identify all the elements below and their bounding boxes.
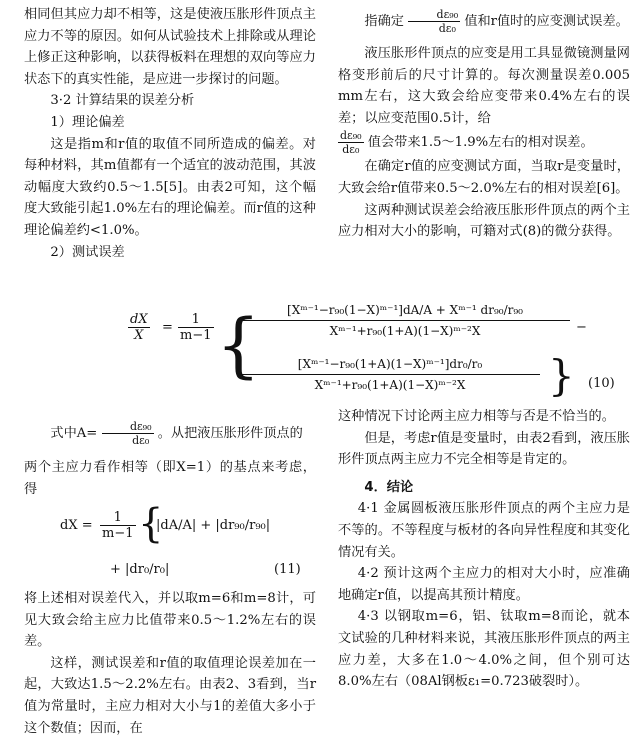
equation-number: (11) [274,562,301,577]
fraction [338,129,364,156]
right-column-top [338,4,630,243]
equation-lhs: dX = [60,518,93,533]
subsection-heading: 2）测试误差 [50,244,125,260]
equation-10 [128,298,638,410]
left-column-low [24,588,316,739]
paragraph [338,129,630,156]
section-heading: 4．结论 [364,479,414,495]
minus-sign: − [576,320,587,335]
fraction-numerator: 1 [178,312,214,328]
paragraph [24,420,316,447]
equals-sign: = [162,320,173,335]
paragraph: 这两种测试误差会给液压胀形件顶点的两个主应力相对大小的影响，可籍对式(8)的微分获得。 [338,202,630,240]
fraction-denominator: dε₀ [438,22,456,35]
equation-number: (10) [588,376,615,391]
text-run: 值和r值时的应变测试误差。 [464,14,629,29]
term-1: |dA/A| + |dr₉₀/r₉₀| [156,518,271,533]
term-2: + |dr₀/r₀| [110,562,170,577]
right-column-conclusions [338,406,630,693]
conclusion-item: 4·2 预计这两个主应力的相对大小时，应准确地确定r值，以提高其预计精度。 [338,566,630,603]
paragraph: 液压胀形件顶点的应变是用工具显微镜测量网格变形前后的尺寸计算的。每次测量误差0.005 mm左右，这大致会给应变带来0.4%左右的误差；以应变范围0.5计，给 [338,46,630,126]
equation-11 [60,501,310,584]
fraction [408,8,460,35]
fraction-numerator: dX [130,312,148,327]
fraction-denominator: m−1 [180,328,212,343]
conclusion-item: 4·1 金属圆板液压胀形件顶点的两个主应力是不等的。不等程度与板材的各向异性程度和其变化情况有关。 [338,501,630,560]
fraction-numerator: dε₉₀ [102,420,154,434]
equation-lhs [128,312,150,343]
text-run: 指确定 [364,14,404,29]
paragraph: 这是指m和r值的取值不同所造成的偏差。对每种材料，其m值都有一个适宜的波动范围，其波动幅度大致约0.5～1.5[5]。由表2可知，这个幅度大致能引起1.0%左右的理论偏差。而r值的这种理论偏差约<1.0%。 [24,136,316,238]
paragraph: 在确定r值的应变测试方面，当取r是变量时，大致会给r值带来0.5～2.0%左右的相对误差[6]。 [338,159,630,196]
paragraph: 这种情况下讨论两主应力相等与否是不恰当的。 [338,409,615,424]
paragraph: 相同但其应力却不相等，这是使液压胀形件顶点主应力不等的原因。如何从试验技术上排除或从理论上修正这种影响，以获得板料在理想的双向等应力状态下的真实性能，是应进一步探讨的问题。 [24,7,316,87]
fraction-numerator: 1 [100,510,136,526]
left-brace: { [138,501,164,547]
right-brace: } [548,351,575,400]
text-run: 值会带来1.5～1.9%左右的相对误差。 [367,135,594,151]
fraction-numerator: dε₉₀ [340,129,362,143]
fraction-denominator: m−1 [102,526,134,541]
fraction-denominator: dε₀ [132,434,150,447]
fraction-denominator: dε₀ [342,143,360,157]
paragraph: 将上述相对误差代入，并以取m=6和m=8计，可见大致会给主应力比值带来0.5～1.2%左右的误差。 [24,591,316,650]
text-run: 式中A= [50,426,98,441]
fraction-numerator: [Xᵐ⁻¹−r₉₀(1−X)ᵐ⁻¹]dA/A + Xᵐ⁻¹ dr₉₀/r₉₀ [240,300,570,321]
subsection-heading: 1）理论偏差 [50,114,125,130]
fraction-numerator: dε₉₀ [408,8,460,22]
fraction-numerator: [Xᵐ⁻¹−r₉₀(1+A)(1−X)ᵐ⁻¹]dr₀/r₀ [240,354,540,375]
paragraph: 两个主应力看作相等（即X=1）的基点来考虑，得 [24,460,316,497]
fraction-denominator: Xᵐ⁻¹+r₉₀(1+A)(1−X)ᵐ⁻²X [314,378,466,392]
text-run: 。从把液压胀形件顶点的 [157,426,303,441]
equation-coefficient [178,312,214,343]
fraction-denominator: Xᵐ⁻¹+r₉₀(1+A)(1−X)ᵐ⁻²X [329,324,481,338]
left-brace: { [216,304,261,386]
paragraph: 但是，考虑r值是变量时，由表2看到，液压胀形件顶点两主应力不完全相等是肯定的。 [338,430,630,468]
paragraph [338,8,630,35]
equation-coefficient [100,510,136,541]
fraction-denominator: X [134,328,144,343]
conclusion-item: 4·3 以钢取m=6，铝、钛取m=8而论，就本文试验的几种材料来说，其液压胀形件顶点的两主应力差，大多在1.0～4.0%之间，但个别可达8.0%左右（08Al钢板ε₁=0.723破裂时）。 [338,609,630,690]
term-2 [240,354,540,395]
paragraph: 这样，测试误差和r值的取值理论误差加在一起，大致达1.5～2.2%左右。由表2、3看到，当r值为常量时，主应力相对大小与1的差值大多小于这个数值；因而，在 [24,655,316,736]
left-column-top [24,4,316,263]
term-1 [240,300,570,341]
section-heading: 3·2 计算结果的误差分析 [50,93,195,109]
left-column-mid [24,420,316,500]
fraction [102,420,154,447]
